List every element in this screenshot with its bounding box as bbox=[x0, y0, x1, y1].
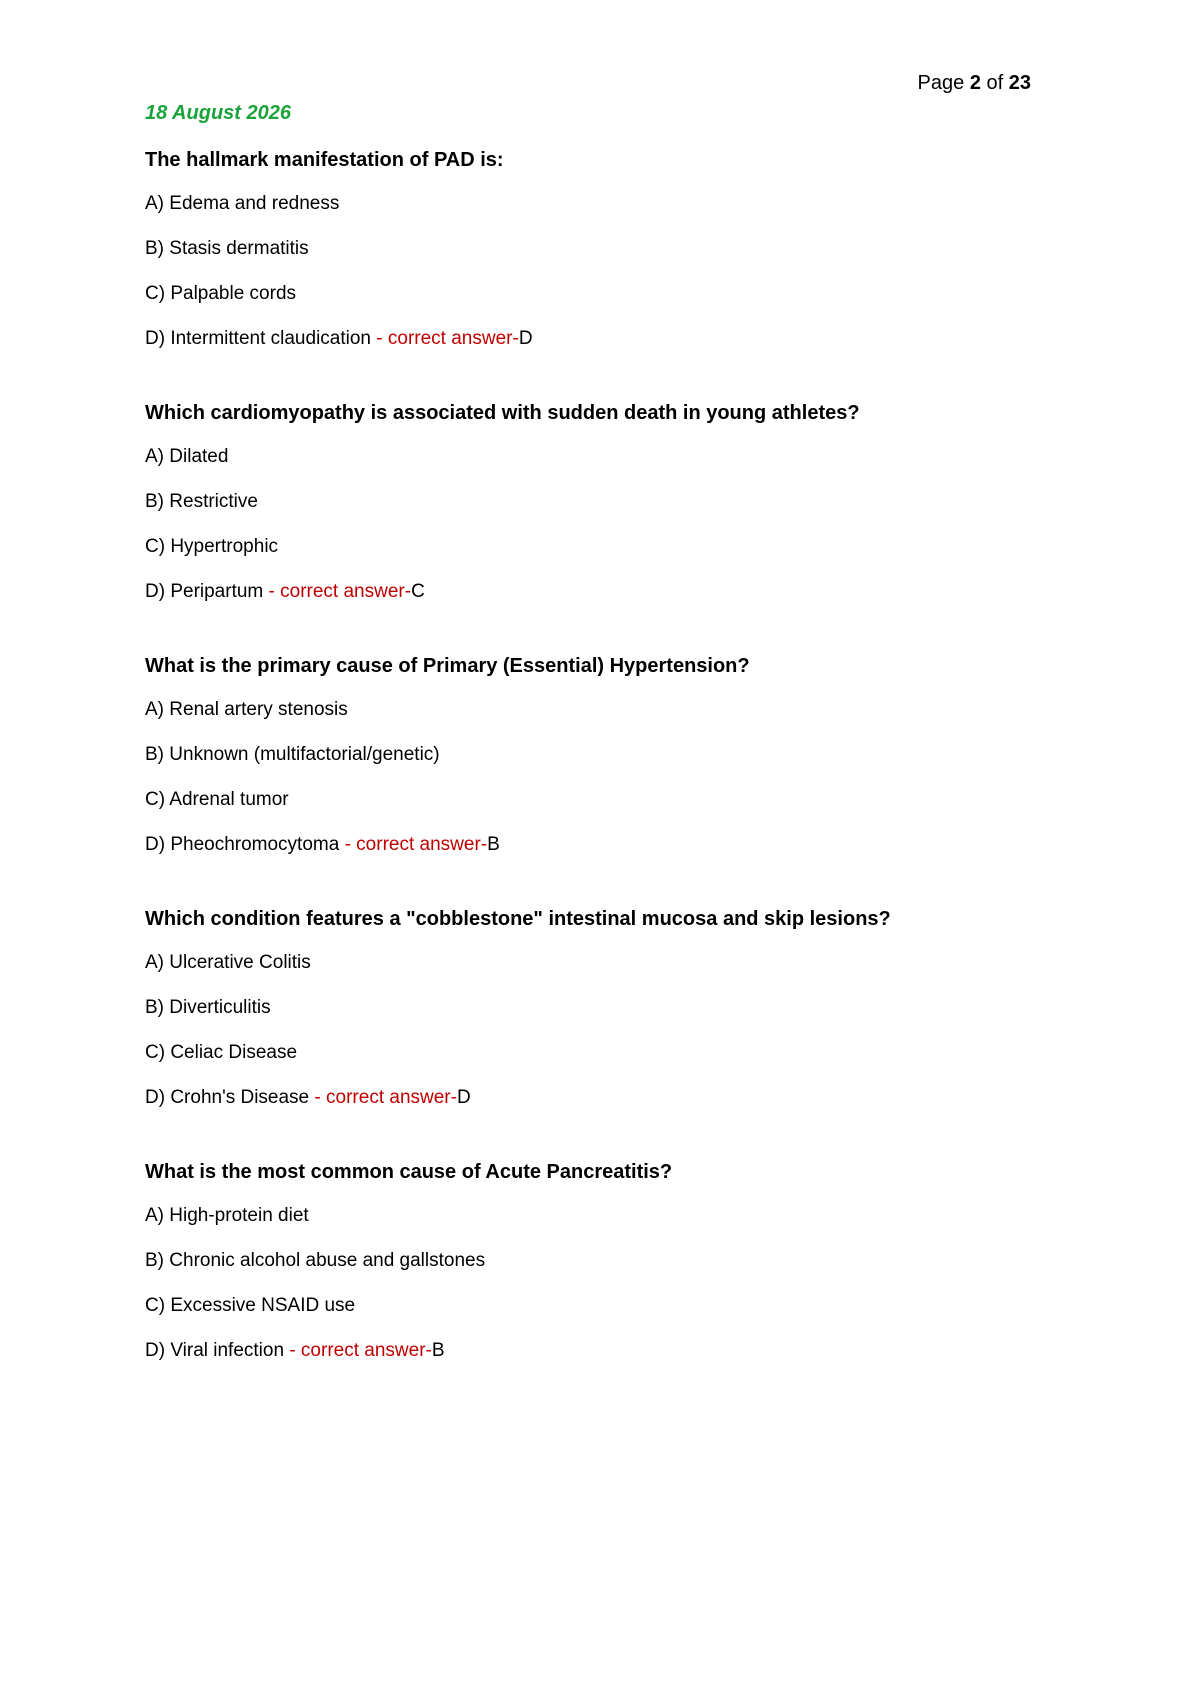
option-c: C) Celiac Disease bbox=[145, 1042, 298, 1063]
option-a: A) Ulcerative Colitis bbox=[145, 952, 311, 973]
page-number-of: of bbox=[986, 72, 1004, 94]
question-text: The hallmark manifestation of PAD is: bbox=[145, 149, 504, 171]
question-block bbox=[145, 906, 1045, 1111]
option-d: D) Viral infection bbox=[145, 1340, 285, 1361]
option-d-row bbox=[145, 326, 1045, 352]
correct-answer-letter: D bbox=[518, 328, 533, 349]
page-number-total: 23 bbox=[1008, 72, 1031, 94]
question-text: What is the most common cause of Acute Pancreatitis? bbox=[145, 1161, 673, 1183]
question-text: What is the primary cause of Primary (Essential) Hypertension? bbox=[145, 655, 750, 677]
correct-answer-letter: C bbox=[411, 581, 425, 602]
option-c: C) Palpable cords bbox=[145, 283, 297, 304]
option-a: A) Dilated bbox=[145, 446, 229, 467]
page-number bbox=[918, 72, 1031, 95]
correct-answer-label: - correct answer- bbox=[376, 328, 519, 349]
option-d-row bbox=[145, 579, 1045, 605]
option-a: A) High-protein diet bbox=[145, 1205, 309, 1226]
correct-answer-label: - correct answer- bbox=[314, 1087, 457, 1108]
option-d: D) Crohn's Disease bbox=[145, 1087, 310, 1108]
page-number-prefix: Page bbox=[917, 72, 965, 94]
option-b: B) Chronic alcohol abuse and gallstones bbox=[145, 1250, 486, 1271]
option-d: D) Peripartum bbox=[145, 581, 264, 602]
document-date: 18 August 2026 bbox=[145, 102, 291, 124]
question-block bbox=[145, 653, 1045, 858]
option-c: C) Hypertrophic bbox=[145, 536, 279, 557]
question-block bbox=[145, 400, 1045, 605]
correct-answer-label: - correct answer- bbox=[344, 834, 488, 855]
option-d-row bbox=[145, 1085, 1045, 1111]
correct-answer-label: - correct answer- bbox=[268, 581, 412, 602]
option-b: B) Restrictive bbox=[145, 491, 258, 512]
option-c: C) Adrenal tumor bbox=[145, 789, 289, 810]
option-c: C) Excessive NSAID use bbox=[145, 1295, 356, 1316]
correct-answer-label: - correct answer- bbox=[289, 1340, 432, 1361]
option-a: A) Edema and redness bbox=[145, 193, 340, 214]
correct-answer-letter: B bbox=[431, 1340, 445, 1361]
option-d-row bbox=[145, 832, 1045, 858]
page-number-current: 2 bbox=[969, 72, 981, 94]
option-d-row bbox=[145, 1338, 1045, 1364]
option-d: D) Intermittent claudication bbox=[145, 328, 371, 349]
option-b: B) Diverticulitis bbox=[145, 997, 271, 1018]
question-block bbox=[145, 147, 1045, 352]
option-d: D) Pheochromocytoma bbox=[145, 834, 340, 855]
correct-answer-letter: B bbox=[487, 834, 500, 855]
question-text: Which condition features a "cobblestone" intestinal mucosa and skip lesions? bbox=[145, 908, 891, 930]
option-a: A) Renal artery stenosis bbox=[145, 699, 348, 720]
option-b: B) Stasis dermatitis bbox=[145, 238, 309, 259]
option-b: B) Unknown (multifactorial/genetic) bbox=[145, 744, 440, 765]
document-content bbox=[145, 100, 1045, 1412]
correct-answer-letter: D bbox=[456, 1087, 471, 1108]
question-text: Which cardiomyopathy is associated with sudden death in young athletes? bbox=[145, 402, 860, 424]
question-block bbox=[145, 1159, 1045, 1364]
